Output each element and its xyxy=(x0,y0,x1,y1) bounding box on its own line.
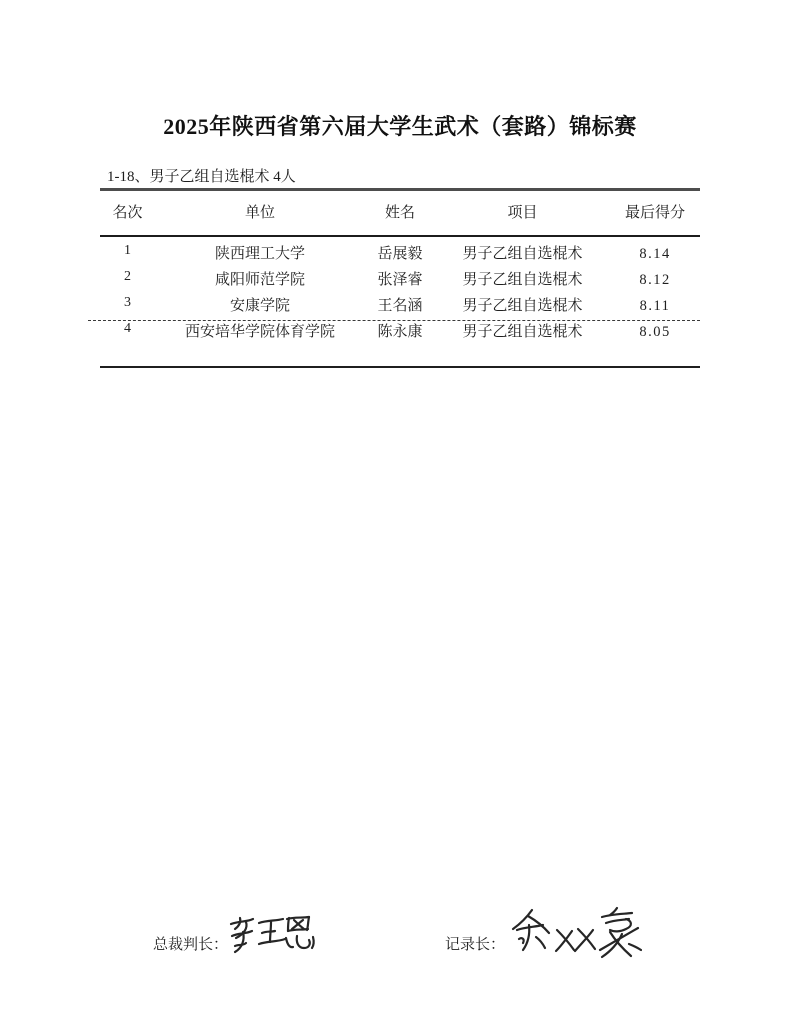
cell-name: 陈永康 xyxy=(377,323,423,340)
recorder-label: 记录长： xyxy=(445,937,506,953)
cell-unit: 安康学院 xyxy=(229,297,290,314)
cell-unit: 咸阳师范学院 xyxy=(214,271,305,288)
event-section-label: 1-18、男子乙组自选棍术 4人 xyxy=(107,169,296,185)
cell-score: 8.14 xyxy=(639,245,671,262)
cell-name: 张泽睿 xyxy=(377,271,423,288)
cell-event: 男子乙组自选棍术 xyxy=(462,245,583,262)
cell-event: 男子乙组自选棍术 xyxy=(462,297,583,314)
table-row xyxy=(100,319,700,345)
table-body xyxy=(100,237,700,345)
header-unit: 单位 xyxy=(244,204,275,221)
table-row xyxy=(100,241,700,267)
header-event: 项目 xyxy=(507,204,538,221)
cell-score: 8.05 xyxy=(639,323,671,340)
header-name: 姓名 xyxy=(384,204,415,221)
cell-score: 8.12 xyxy=(639,271,671,288)
chief-referee-label: 总裁判长： xyxy=(153,937,229,953)
table-header-row xyxy=(100,191,700,237)
cell-rank: 2 xyxy=(124,269,131,284)
cell-name: 岳展毅 xyxy=(377,245,423,262)
dashed-row-divider xyxy=(88,320,700,321)
recorder-signature xyxy=(510,904,642,965)
cell-rank: 3 xyxy=(124,295,131,310)
table-row xyxy=(100,267,700,293)
cell-name: 王名涵 xyxy=(377,297,423,314)
cell-score: 8.11 xyxy=(639,297,671,314)
cell-event: 男子乙组自选棍术 xyxy=(462,323,583,340)
chief-referee-signature xyxy=(226,910,318,965)
header-score: 最后得分 xyxy=(624,204,685,221)
results-table xyxy=(100,188,700,368)
cell-rank: 4 xyxy=(124,321,131,336)
cell-rank: 1 xyxy=(124,243,131,258)
cell-unit: 陕西理工大学 xyxy=(214,245,305,262)
cell-unit: 西安培华学院体育学院 xyxy=(184,323,335,340)
cell-event: 男子乙组自选棍术 xyxy=(462,271,583,288)
page-title: 2025年陕西省第六届大学生武术（套路）锦标赛 xyxy=(163,114,637,139)
table-row xyxy=(100,293,700,319)
header-rank: 名次 xyxy=(112,204,143,221)
